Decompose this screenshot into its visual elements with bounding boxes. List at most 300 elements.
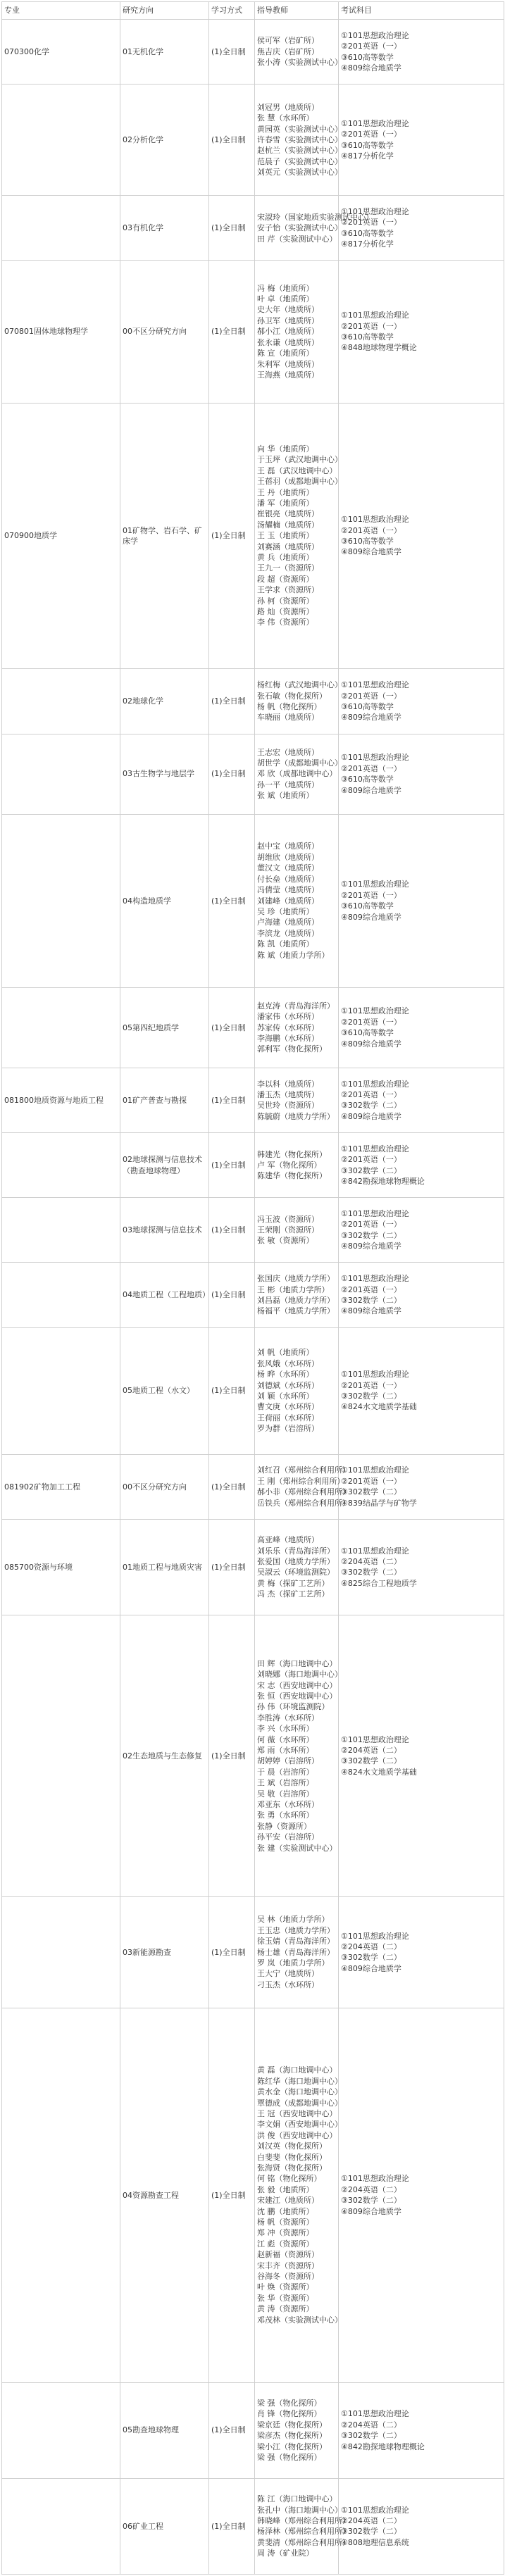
exam-subject: ②204英语（二） bbox=[341, 2184, 401, 2194]
exam-subject: ③302数学（二） bbox=[341, 2196, 401, 2206]
major-cell bbox=[2, 1263, 120, 1327]
exam-subject: ④809综合地质学 bbox=[341, 1963, 401, 1973]
major-cell bbox=[2, 1327, 120, 1454]
advisor-name: 李文娟（西安地调中心） bbox=[257, 2120, 342, 2130]
major-cell bbox=[2, 987, 120, 1068]
advisors-cell bbox=[255, 1068, 339, 1132]
advisor-name: 孙卫军（地质所） bbox=[257, 315, 319, 325]
exam-subject: ④808地理信息系统 bbox=[341, 2537, 409, 2547]
direction-cell: 01矿物学、岩石学、矿床学 bbox=[120, 403, 209, 669]
advisor-name: 王玉忠（地质力学所） bbox=[257, 1925, 335, 1935]
advisor-name: 何 铭（物化探所） bbox=[257, 2174, 322, 2184]
advisors-cell bbox=[255, 1454, 350, 1519]
advisor-name: 张孔中（海口地调中心） bbox=[257, 2505, 342, 2515]
advisor-name: 刘 颖（水环所） bbox=[257, 1392, 314, 1401]
exam-subject: ②204英语（二） bbox=[341, 1556, 401, 1566]
exam-subject: ③302数学（二） bbox=[341, 1165, 401, 1175]
direction-cell: 02地球探测与信息技术（勘查地球物理） bbox=[120, 1133, 209, 1198]
subjects-cell bbox=[339, 1615, 504, 1896]
advisor-name: 刘英元（实验测试中心） bbox=[257, 168, 342, 177]
subjects-cell bbox=[339, 1896, 504, 2008]
advisor-name: 刘冠男（地质所） bbox=[257, 102, 319, 112]
subjects-cell bbox=[339, 85, 504, 196]
exam-subject: ①101思想政治理论 bbox=[341, 118, 409, 128]
advisors-cell bbox=[255, 2382, 339, 2478]
direction-cell: 03古生物学与地层学 bbox=[120, 734, 209, 814]
exam-subject: ②201英语（一） bbox=[341, 218, 401, 227]
advisor-name: 江 彪（资源所） bbox=[257, 2239, 314, 2249]
exam-subject: ④809综合地质学 bbox=[341, 1039, 401, 1049]
advisor-name: 张 斌（地质所） bbox=[257, 791, 314, 801]
advisor-name: 王海燕（地质所） bbox=[257, 370, 319, 380]
advisor-name: 黄 梅（探矿工艺所） bbox=[257, 1578, 330, 1588]
advisor-name: 张永谦（地质所） bbox=[257, 337, 319, 347]
major-cell bbox=[2, 814, 120, 987]
mode-cell: (1)全日制 bbox=[209, 1327, 255, 1454]
advisor-name: 孙 伟（环境监测院） bbox=[257, 1702, 330, 1712]
major-cell: 081800地质资源与地质工程 bbox=[2, 1068, 120, 1132]
exam-subject: ①101思想政治理论 bbox=[341, 30, 409, 40]
table-row bbox=[2, 669, 504, 734]
table-row bbox=[2, 1454, 504, 1519]
exam-subject: ④809综合地质学 bbox=[341, 547, 401, 557]
major-cell bbox=[2, 85, 120, 196]
advisor-name: 王蓓羽（成都地调中心） bbox=[257, 477, 342, 487]
exam-subject: ④817分析化学 bbox=[341, 151, 394, 161]
advisor-name: 朱利军（地质所） bbox=[257, 359, 319, 369]
advisor-name: 王荣刚（资源所） bbox=[257, 1225, 319, 1235]
advisor-name: 杨 帆（资源所） bbox=[257, 2218, 314, 2227]
direction-cell: 04资源勘查工程 bbox=[120, 2008, 209, 2382]
advisor-name: 何 薇（水环所） bbox=[257, 1734, 314, 1744]
mode-cell: (1)全日制 bbox=[209, 1615, 255, 1896]
exam-subject: ④809综合地质学 bbox=[341, 713, 401, 723]
table-row bbox=[2, 1327, 504, 1454]
exam-subject: ①101思想政治理论 bbox=[341, 515, 409, 525]
exam-subject: ①101思想政治理论 bbox=[341, 753, 409, 763]
mode-cell: (1)全日制 bbox=[209, 2382, 255, 2478]
exam-subject: ①101思想政治理论 bbox=[341, 207, 409, 217]
advisor-name: 苏家传（水环所） bbox=[257, 1023, 319, 1032]
mode-cell: (1)全日制 bbox=[209, 2478, 255, 2574]
advisor-name: 崔银亮（地质所） bbox=[257, 509, 319, 519]
subjects-cell bbox=[339, 1198, 504, 1263]
advisor-name: 胡维欣（地质所） bbox=[257, 852, 319, 862]
mode-cell: (1)全日制 bbox=[209, 1896, 255, 2008]
exam-subject: ②204英语（二） bbox=[341, 1942, 401, 1951]
advisor-name: 刘汉英（物化探所） bbox=[257, 2142, 327, 2151]
exam-subject: ④809综合地质学 bbox=[341, 1306, 401, 1316]
exam-subject: ④809综合地质学 bbox=[341, 1111, 401, 1121]
major-cell bbox=[2, 1133, 120, 1198]
advisor-name: 潘家伟（水环所） bbox=[257, 1012, 319, 1022]
advisor-name: 付长垒（地质所） bbox=[257, 874, 319, 884]
exam-subject: ①101思想政治理论 bbox=[341, 2174, 409, 2184]
header-direction: 研究方向 bbox=[120, 2, 209, 20]
subjects-cell bbox=[339, 2008, 504, 2382]
exam-subject: ③302数学（二） bbox=[341, 1230, 401, 1240]
mode-cell: (1)全日制 bbox=[209, 669, 255, 734]
direction-cell: 04构造地质学 bbox=[120, 814, 209, 987]
exam-subject: ③302数学（二） bbox=[341, 1295, 401, 1305]
advisor-name: 汤耀楠（地质所） bbox=[257, 520, 319, 530]
mode-cell: (1)全日制 bbox=[209, 987, 255, 1068]
subjects-cell bbox=[339, 669, 504, 734]
advisor-name: 杨士雄（青岛海洋所） bbox=[257, 1947, 335, 1957]
header-mode: 学习方式 bbox=[209, 2, 255, 20]
advisor-name: 王荷丽（水环所） bbox=[257, 1413, 319, 1423]
exam-subject: ②204英语（二） bbox=[341, 2515, 401, 2525]
advisor-name: 宋淑玲（国家地质实验测试中心） bbox=[257, 212, 373, 222]
direction-cell: 02地球化学 bbox=[120, 669, 209, 734]
advisor-name: 黄 兵（地质所） bbox=[257, 553, 314, 563]
advisor-name: 刘乐乐（青岛海洋所） bbox=[257, 1546, 335, 1556]
exam-subject: ①101思想政治理论 bbox=[341, 311, 409, 320]
advisors-cell bbox=[255, 1519, 339, 1615]
exam-subject: ③610高等数学 bbox=[341, 775, 394, 784]
major-cell bbox=[2, 1198, 120, 1263]
advisor-name: 邓 欣（成都地调中心） bbox=[257, 769, 337, 779]
advisors-cell bbox=[255, 2008, 342, 2382]
advisor-name: 赵新福（资源所） bbox=[257, 2250, 319, 2260]
advisor-name: 张 毅（地质所） bbox=[257, 2184, 314, 2194]
advisor-name: 陈建华（物化探所） bbox=[257, 1171, 327, 1181]
direction-cell: 03地球探测与信息技术 bbox=[120, 1198, 209, 1263]
exam-subject: ②204英语（二） bbox=[341, 1745, 401, 1755]
exam-subject: ③610高等数学 bbox=[341, 52, 394, 62]
advisor-name: 孙一平（地质所） bbox=[257, 780, 319, 789]
exam-subject: ②201英语（一） bbox=[341, 1090, 401, 1100]
table-row bbox=[2, 196, 504, 261]
mode-cell: (1)全日制 bbox=[209, 814, 255, 987]
advisors-cell bbox=[255, 20, 342, 85]
advisor-name: 肖 锋（物化探所） bbox=[257, 2409, 322, 2419]
advisor-name: 王学求（资源所） bbox=[257, 585, 319, 595]
advisor-name: 郑 冲（资源所） bbox=[257, 2228, 314, 2238]
advisor-name: 冯倩莹（地质所） bbox=[257, 885, 319, 895]
advisor-name: 杨泽林（郑州综合利用所） bbox=[257, 2527, 350, 2537]
advisor-name: 叶 卓（地质所） bbox=[257, 294, 314, 304]
advisor-name: 吴世玲（资源所） bbox=[257, 1101, 319, 1111]
advisor-name: 孙平安（岩溶所） bbox=[257, 1832, 319, 1842]
table-row bbox=[2, 1133, 504, 1198]
advisor-name: 梁小江（物化探所） bbox=[257, 2441, 327, 2451]
advisor-name: 刘昌磊（地质力学所） bbox=[257, 1295, 335, 1305]
exam-subject: ④809综合地质学 bbox=[341, 1242, 401, 1251]
advisor-name: 车晓丽（地质所） bbox=[257, 713, 319, 723]
admissions-table bbox=[1, 1, 504, 2575]
advisor-name: 白斐斐（物化探所） bbox=[257, 2152, 327, 2162]
advisor-name: 卢海建（地质所） bbox=[257, 918, 319, 927]
exam-subject: ①101思想政治理论 bbox=[341, 1144, 409, 1153]
table-row bbox=[2, 1263, 504, 1327]
major-cell: 070900地质学 bbox=[2, 403, 120, 669]
advisor-name: 史大年（地质所） bbox=[257, 305, 319, 315]
advisor-name: 李 兴（水环所） bbox=[257, 1724, 314, 1734]
direction-cell: 01地质工程与地质灾害 bbox=[120, 1519, 209, 1615]
advisor-name: 郝小江（地质所） bbox=[257, 327, 319, 337]
advisor-name: 杨红梅（武汉地调中心） bbox=[257, 680, 342, 690]
mode-cell: (1)全日制 bbox=[209, 261, 255, 403]
direction-cell: 05地质工程（水文） bbox=[120, 1327, 209, 1454]
advisor-name: 王 磊（武汉地调中心） bbox=[257, 465, 337, 475]
advisor-name: 胡婷婷（岩溶所） bbox=[257, 1756, 319, 1766]
exam-subject: ④809综合地质学 bbox=[341, 785, 401, 795]
advisor-name: 陈红华（海口地调中心） bbox=[257, 2076, 342, 2086]
advisor-name: 董汉文（地质所） bbox=[257, 863, 319, 873]
table-row bbox=[2, 1198, 504, 1263]
advisor-name: 张爱国（地质力学所） bbox=[257, 1556, 335, 1566]
table-body bbox=[2, 20, 504, 2575]
table-row bbox=[2, 1068, 504, 1132]
direction-cell: 03新能源勘查 bbox=[120, 1896, 209, 2008]
advisor-name: 岳铁兵（郑州综合利用所） bbox=[257, 1498, 350, 1508]
advisors-cell bbox=[255, 1327, 339, 1454]
advisor-name: 李海鹏（水环所） bbox=[257, 1033, 319, 1043]
advisor-name: 刘红召（郑州综合利用所） bbox=[257, 1465, 350, 1475]
exam-subject: ①101思想政治理论 bbox=[341, 1465, 409, 1475]
advisors-cell bbox=[255, 1263, 339, 1327]
mode-cell: (1)全日制 bbox=[209, 1263, 255, 1327]
advisor-name: 宋 志（西安地调中心） bbox=[257, 1680, 337, 1690]
table-row bbox=[2, 734, 504, 814]
advisor-name: 刘 帆（地质所） bbox=[257, 1348, 314, 1358]
exam-subject: ③610高等数学 bbox=[341, 140, 394, 150]
exam-subject: ①101思想政治理论 bbox=[341, 2505, 409, 2515]
exam-subject: ③610高等数学 bbox=[341, 1028, 394, 1038]
exam-subject: ④825综合工程地质学 bbox=[341, 1578, 417, 1588]
subjects-cell bbox=[339, 1454, 504, 1519]
advisor-name: 郝小非（郑州综合利用所） bbox=[257, 1487, 350, 1497]
advisor-name: 陈 宣（地质所） bbox=[257, 349, 314, 358]
advisor-name: 范晨子（实验测试中心） bbox=[257, 156, 342, 166]
direction-cell: 00不区分研究方向 bbox=[120, 1454, 209, 1519]
direction-cell: 00不区分研究方向 bbox=[120, 261, 209, 403]
advisors-cell bbox=[255, 1896, 339, 2008]
advisor-name: 张国庆（地质力学所） bbox=[257, 1274, 335, 1284]
advisor-name: 张 勇（水环所） bbox=[257, 1811, 314, 1820]
exam-subject: ①101思想政治理论 bbox=[341, 680, 409, 690]
table-header-row bbox=[2, 2, 504, 20]
major-cell bbox=[2, 1615, 120, 1896]
advisor-name: 陈 凯（地质所） bbox=[257, 939, 314, 949]
header-subjects: 考试科目 bbox=[339, 2, 504, 20]
advisors-cell bbox=[255, 1615, 342, 1896]
header-advisors: 指导教师 bbox=[255, 2, 339, 20]
advisor-name: 刘赛涵（地质所） bbox=[257, 542, 319, 551]
direction-cell: 02生态地质与生态修复 bbox=[120, 1615, 209, 1896]
advisor-name: 向 华（地质所） bbox=[257, 444, 314, 454]
major-cell bbox=[2, 1896, 120, 2008]
advisor-name: 梁彦杰（物化探所） bbox=[257, 2431, 327, 2441]
advisor-name: 吴 林（地质力学所） bbox=[257, 1915, 330, 1925]
major-cell: 070300化学 bbox=[2, 20, 120, 85]
advisor-name: 邓茂林（实验测试中心） bbox=[257, 2315, 342, 2325]
subjects-cell bbox=[339, 734, 504, 814]
advisor-name: 潘 军（地质所） bbox=[257, 499, 314, 508]
exam-subject: ④824水文地质学基础 bbox=[341, 1767, 417, 1777]
exam-subject: ③610高等数学 bbox=[341, 536, 394, 546]
advisor-name: 赵克涛（青岛海洋所） bbox=[257, 1001, 335, 1011]
subjects-cell bbox=[339, 403, 504, 669]
exam-subject: ④839结晶学与矿物学 bbox=[341, 1498, 417, 1508]
exam-subject: ②201英语（一） bbox=[341, 1284, 401, 1294]
advisor-name: 张 恒（西安地调中心） bbox=[257, 1691, 337, 1701]
advisor-name: 田 辉（海口地调中心） bbox=[257, 1658, 337, 1668]
header-major: 专业 bbox=[2, 2, 120, 20]
major-cell: 081902矿物加工工程 bbox=[2, 1454, 120, 1519]
direction-cell: 05勘查地球物理 bbox=[120, 2382, 209, 2478]
table-row bbox=[2, 987, 504, 1068]
advisors-cell bbox=[255, 85, 342, 196]
advisor-name: 韩晓峰（郑州综合利用所） bbox=[257, 2515, 350, 2525]
mode-cell: (1)全日制 bbox=[209, 196, 255, 261]
advisor-name: 梁京廷（物化探所） bbox=[257, 2420, 327, 2430]
advisors-cell bbox=[255, 669, 342, 734]
advisor-name: 李滨龙（地质所） bbox=[257, 928, 319, 938]
advisor-name: 安子怡（实验测试中心） bbox=[257, 223, 342, 233]
advisor-name: 张 慧（水环所） bbox=[257, 113, 314, 123]
table-row bbox=[2, 403, 504, 669]
subjects-cell bbox=[339, 2382, 504, 2478]
mode-cell: (1)全日制 bbox=[209, 1454, 255, 1519]
advisor-name: 王 斌（岩溶所） bbox=[257, 1778, 314, 1788]
subjects-cell bbox=[339, 1519, 504, 1615]
advisor-name: 杨 帆（物化探所） bbox=[257, 701, 322, 711]
advisor-name: 郑 雨（水环所） bbox=[257, 1745, 314, 1755]
mode-cell: (1)全日制 bbox=[209, 1519, 255, 1615]
advisors-cell bbox=[255, 1133, 339, 1198]
subjects-cell bbox=[339, 987, 504, 1068]
exam-subject: ④842勘探地球物理概论 bbox=[341, 1177, 425, 1187]
advisor-name: 吴 珍（地质所） bbox=[257, 906, 314, 916]
mode-cell: (1)全日制 bbox=[209, 403, 255, 669]
exam-subject: ①101思想政治理论 bbox=[341, 1370, 409, 1380]
exam-subject: ②201英语（一） bbox=[341, 1155, 401, 1165]
advisor-name: 王 刚（郑州综合利用所） bbox=[257, 1476, 345, 1486]
advisor-name: 陈 江（海口地调中心） bbox=[257, 2494, 337, 2504]
direction-cell: 06矿业工程 bbox=[120, 2478, 209, 2574]
subjects-cell bbox=[339, 814, 504, 987]
subjects-cell bbox=[339, 1327, 504, 1454]
exam-subject: ①101思想政治理论 bbox=[341, 1274, 409, 1284]
advisor-name: 黄水金（海口地调中心） bbox=[257, 2087, 342, 2097]
direction-cell: 01无机化学 bbox=[120, 20, 209, 85]
advisor-name: 宋丰齐（资源所） bbox=[257, 2261, 319, 2270]
advisor-name: 黄园英（实验测试中心） bbox=[257, 124, 342, 134]
exam-subject: ③302数学（二） bbox=[341, 2431, 401, 2441]
advisor-name: 侯可军（岩矿所） bbox=[257, 36, 319, 46]
table-row bbox=[2, 1519, 504, 1615]
subjects-cell bbox=[339, 1133, 504, 1198]
advisor-name: 杨福平（地质力学所） bbox=[257, 1306, 335, 1316]
advisor-name: 吴淑云（环境监测院） bbox=[257, 1568, 335, 1577]
direction-cell: 01矿产普查与勘探 bbox=[120, 1068, 209, 1132]
table-row bbox=[2, 20, 504, 85]
advisor-name: 段 超（资源所） bbox=[257, 574, 314, 584]
direction-cell: 02分析化学 bbox=[120, 85, 209, 196]
advisor-name: 田 芹（实验测试中心） bbox=[257, 234, 337, 244]
advisor-name: 覃德成（成都地调中心） bbox=[257, 2098, 342, 2108]
table-row bbox=[2, 261, 504, 403]
mode-cell: (1)全日制 bbox=[209, 85, 255, 196]
subjects-cell bbox=[339, 1263, 504, 1327]
exam-subject: ①101思想政治理论 bbox=[341, 880, 409, 889]
table-row bbox=[2, 2382, 504, 2478]
exam-subject: ①101思想政治理论 bbox=[341, 1079, 409, 1089]
advisor-name: 谷海冬（资源所） bbox=[257, 2272, 319, 2282]
advisor-name: 黄 磊（海口地调中心） bbox=[257, 2065, 337, 2075]
advisors-cell bbox=[255, 734, 342, 814]
exam-subject: ①101思想政治理论 bbox=[341, 1208, 409, 1218]
advisor-name: 李 伟（资源所） bbox=[257, 618, 314, 627]
advisor-name: 潘玉杰（地质所） bbox=[257, 1090, 319, 1100]
exam-subject: ③610高等数学 bbox=[341, 228, 394, 238]
exam-subject: ④817分析化学 bbox=[341, 239, 394, 249]
advisor-name: 宋建江（地质所） bbox=[257, 2196, 319, 2206]
exam-subject: ④809综合地质学 bbox=[341, 912, 401, 922]
advisor-name: 李胜涛（水环所） bbox=[257, 1713, 319, 1722]
exam-subject: ②201英语（一） bbox=[341, 1220, 401, 1230]
exam-subject: ②201英语（一） bbox=[341, 130, 401, 139]
mode-cell: (1)全日制 bbox=[209, 1133, 255, 1198]
exam-subject: ④809综合地质学 bbox=[341, 2206, 401, 2216]
exam-subject: ③302数学（二） bbox=[341, 1756, 401, 1766]
advisors-cell bbox=[255, 987, 339, 1068]
advisor-name: 韩建光（物化探所） bbox=[257, 1149, 327, 1159]
exam-subject: ③302数学（二） bbox=[341, 2527, 401, 2537]
advisor-name: 张石敏（物化探所） bbox=[257, 691, 327, 701]
exam-subject: ③302数学（二） bbox=[341, 1101, 401, 1111]
major-cell bbox=[2, 2478, 120, 2574]
advisor-name: 焦吉庆（岩矿所） bbox=[257, 46, 319, 56]
subjects-cell bbox=[339, 2478, 504, 2574]
advisor-name: 王九一（资源所） bbox=[257, 563, 319, 573]
advisor-name: 赵中宝（地质所） bbox=[257, 842, 319, 851]
advisor-name: 王 冠（西安地调中心） bbox=[257, 2108, 337, 2118]
advisor-name: 张海贤（物化探所） bbox=[257, 2163, 327, 2172]
mode-cell: (1)全日制 bbox=[209, 20, 255, 85]
exam-subject: ②204英语（二） bbox=[341, 2420, 401, 2430]
advisors-cell bbox=[255, 1198, 339, 1263]
exam-subject: ③302数学（二） bbox=[341, 1392, 401, 1401]
direction-cell: 04地质工程（工程地质） bbox=[120, 1263, 209, 1327]
advisor-name: 王大宁（地质所） bbox=[257, 1969, 319, 1979]
exam-subject: ③302数学（二） bbox=[341, 1487, 401, 1497]
exam-subject: ③302数学（二） bbox=[341, 1568, 401, 1577]
major-cell bbox=[2, 734, 120, 814]
advisor-name: 沈 鹏（地质所） bbox=[257, 2206, 314, 2216]
advisor-name: 黄 涛（资源所） bbox=[257, 2304, 314, 2314]
mode-cell: (1)全日制 bbox=[209, 734, 255, 814]
exam-subject: ③610高等数学 bbox=[341, 901, 394, 911]
advisors-cell bbox=[255, 814, 339, 987]
table-row bbox=[2, 814, 504, 987]
advisor-name: 邓亚东（水环所） bbox=[257, 1799, 319, 1809]
advisor-name: 王 彬（地质力学所） bbox=[257, 1284, 330, 1294]
table-row bbox=[2, 1615, 504, 1896]
advisor-name: 吴 敬（岩溶所） bbox=[257, 1789, 314, 1799]
advisor-name: 许春雪（实验测试中心） bbox=[257, 135, 342, 145]
exam-subject: ②201英语（一） bbox=[341, 321, 401, 331]
advisor-name: 郭利军（物化探所） bbox=[257, 1044, 327, 1054]
advisor-name: 于玉坪（武汉地调中心） bbox=[257, 455, 342, 465]
advisor-name: 周 涛（矿业院） bbox=[257, 2549, 314, 2558]
advisor-name: 冯 梅（地质所） bbox=[257, 283, 314, 293]
exam-subject: ④809综合地质学 bbox=[341, 63, 401, 73]
exam-subject: ②201英语（一） bbox=[341, 763, 401, 773]
subjects-cell bbox=[339, 261, 504, 403]
